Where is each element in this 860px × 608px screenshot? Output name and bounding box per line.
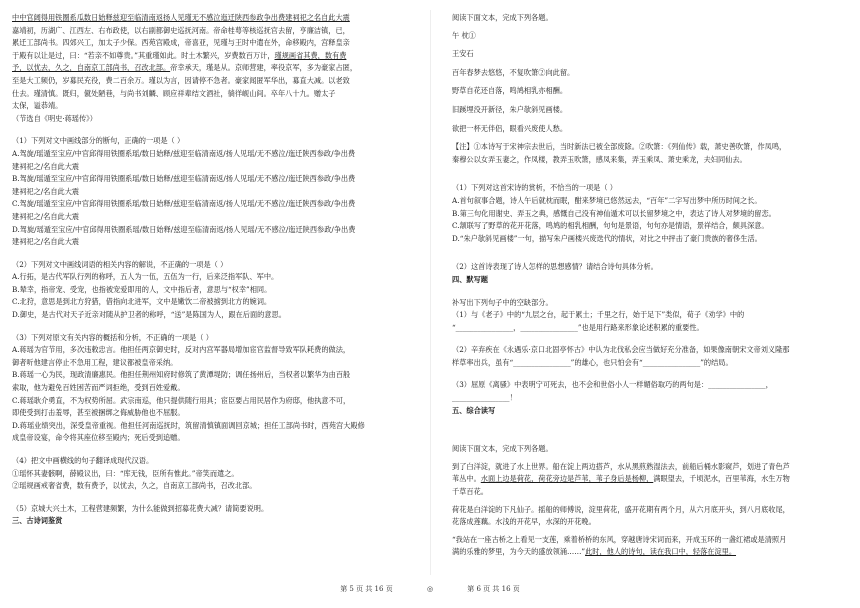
option-a: A.蒋瑶为官节用，多次违敕忠言。他担任两京御史时，反对内宫军器局增加宦官监督导致军队耗费的做法，: [12, 345, 351, 355]
footer-separator: ◎: [426, 585, 434, 593]
fill-intro: 补写出下列句子中的空缺部分。: [452, 297, 553, 307]
fill-item-1: （1）与《老子》中的“九层之台，起于累土；千里之行，始于足下”类似，荀子《劝学》中的: [452, 310, 745, 320]
essay-line: “我站在一座古桥之上看见一支莲，乘着桥桥的东风，穿越唐诗宋词而来，开成玉环的一盏红裙或是清照月: [452, 534, 787, 544]
question-4-stem: （4）把文中画横线的句子翻译成现代汉语。: [12, 456, 154, 465]
option-c-cont: 建祠祀之/名自此大震: [12, 211, 80, 221]
passage-line: 予，以忧去，久之，自南京工部尚书，召改北部。帝幸承天，瑾是从。京师营建，率役京军，多为豪家占匿，: [12, 63, 358, 73]
essay-line: 满的乐雅的梦里，为今天的盛放领涌……”此时，他人的诗句，读在我口中，轻落在淀里。: [452, 547, 737, 557]
option-b: B.驾旋/瑶遁至宝应/中官邱得用铁圈系瑶/数日始释/兹迎至临清南返/扬人见瑶/无不感泣/迤迁陕西参政/争出费: [12, 174, 356, 184]
essay-line: 花落成莲藕。水浅的开花早，水深的开花晚。: [452, 517, 596, 527]
option-a: A.行拓，是古代军队行列的称呼，五人为一伍，五伍为一行，后来泛指军队、军中。: [12, 272, 279, 282]
passage-line: 嘉靖初，历湖广、江西左、右布政使，以右副都御史巡抚河南。帝命桂萼等核巡抚官去留，亨廉洁镇，已，: [12, 25, 350, 35]
passage-line: 累迁工部尚书。四郊兴工，加太子少保。西苑宫殿成，帝喜亚，见瑾与王时中遣在外，命移殿内，宫释皇亲: [12, 38, 350, 48]
fill-item-3-blanks: ________________！: [452, 393, 517, 403]
poem-line: 欲把一杯无伴侣，眼看兴废使人愁。: [452, 123, 568, 133]
passage-line: 太保，谥恭靖。: [12, 101, 63, 111]
reading-intro: 阅读下面文本，完成下列各题。: [452, 13, 553, 22]
underlined-sentence: 予，以忧去，久之，自南京工部尚书，召改北部。: [12, 63, 171, 73]
essay-line: 荷花是白洋淀的下凡仙子。摇船的师傅说，淀里荷花，盛开花期有两个月，从六月底开头，到八月底收尾，: [452, 504, 790, 514]
option-d: D.驾旋/瑶遁至宝应/中官邱得用铁圈系瑶/数日始释/兹迎至临清南返/扬人见瑶/无不感泣/迤迁陕西参政/争出费: [12, 224, 356, 234]
essay-line: 千草百花。: [452, 487, 488, 497]
poem-note: 【注】①本诗写于宋神宗去世后，当时新法已被全部废除。②吹箫：《列仙传》载，萧史善吹箫，作凤鸣，: [452, 142, 787, 152]
question-2-stem: （2）下列对文中画线词语的相关内容的解说，不正确的一项是（ ）: [12, 259, 228, 269]
option-a: A.首句叙事合题，诗人午后就枕而眠，酣来梦境已悠然远去，“百年”二字写出梦中所历时间之长。: [452, 195, 762, 205]
essay-line: 到了白洋淀，就进了水上世界。船在淀上两边搭芦，水从黑煎熟湿法去，前船后桶水影窥芦，划进了青色芦: [452, 461, 790, 471]
passage-line: 至是大工频仍，岁募民充役，费二百余万。瑾以为言，因请停不急者。豪家闻匿军华出，募直大减。以老致: [12, 75, 350, 85]
passage-paragraph: [12, 12, 407, 25]
reading-intro: 阅读下面文本，完成下列各题。: [452, 444, 553, 454]
option-c: C.北狩，意思是到北方狩猎，借指向北进军，文中是嫩饮二帝被掳到北方的婉词。: [12, 297, 272, 307]
passage-line: 仕去。瑾清慎。既归，僦处陋巷，与尚书刘麟、顾应祥辈结文酒社，徜徉岘山间。卒年八十九。赠太子: [12, 88, 336, 98]
fill-item-2: （2）辛弃疾在《永遇乐·京口北固亭怀古》中认为北伐私会应当做好充分准备，如果像南朝宋文帝刘义隆那: [452, 345, 790, 355]
underlined-sentence: 水面上边是荷花，荷花旁边是芦苇，苇子身后是杨柳，: [480, 474, 654, 484]
option-d: D.御史，是古代对天子近亲对随从护卫者的称呼，“送”是陈国为人，跟在后面的意思。: [12, 310, 286, 320]
poem-block: [452, 30, 847, 136]
page-footer: [0, 584, 860, 594]
question-1-stem: （1）下列对文中画线部分的断句，正确的一项是（ ）: [12, 136, 185, 146]
left-page-number: 第 5 页 共 16 页: [340, 585, 393, 593]
option-b: B.蒋瑶一心为民，现政清廉惠民。他担任荆州知府时修筑了黄潭堤防；调任扬州后，当权者以繁华为由百般: [12, 370, 351, 380]
option-d-cont: 建祠祀之/名自此大震: [12, 237, 80, 247]
fill-item-3: （3）屈原《离骚》中表明宁可死去，也不会和世俗小人一样媚俗取巧的两句是：________________，: [452, 380, 773, 390]
option-d: D.“朱户欹斜见画楼”一句，描写朱户画楼兴废迭代的情状，对比之中抨击了豪门贵族的奢侈生活。: [452, 233, 762, 243]
column-divider: [430, 10, 431, 575]
poem-line: 野草自花还自落，鸣鸠相乳亦相酬。: [452, 86, 568, 96]
translation-item-2: ②瑶规画戒奢省费，数有费予，以忧去，久之，自南京工部尚书，召改北部。: [12, 481, 257, 491]
essay-line: 苇丛中。水面上边是荷花，荷花旁边是芦苇，苇子身后是杨柳，满眼望去，千顷泥水，百里苇海，水生万物: [452, 474, 790, 484]
underlined-sentence: 此时，他人的诗句，读在我口中，轻落在淀里。: [585, 547, 737, 557]
question-5-stem: （5）京城大兴土木，工程营建频繁，为什么能做到招募花费大减？请简要说明。: [12, 503, 269, 513]
option-b: B.辇幸，指帝宠、受宠，也指被宠爱即用的人，文中指后者，意思与“权幸”相同。: [12, 284, 272, 294]
poem-line: 旧蹊埋没开新径，朱户欹斜见画楼。: [452, 104, 568, 114]
poem-question-2-stem: （2）这首诗表现了诗人怎样的思想感情？请结合诗句具体分析。: [452, 262, 658, 272]
option-c: C.颔联写了野草的花开花落，鸣鸠的相乳相酬，句句是景语，句句亦是情语，景祥结合，颇具深意。: [452, 221, 769, 231]
right-page-number: 第 6 页 共 16 页: [467, 585, 520, 593]
passage-line: 于殿有以让是过，曰：“若亲不如尊贵。”其重瑾如此。时土木繁兴，岁费数百万计，瑾规画省其费，数有费: [12, 50, 347, 60]
option-b-cont: 建祠祀之/名自此大震: [12, 186, 80, 196]
question-3-stem: （3）下列对原文有关内容的概括和分析，不正确的一项是（ ）: [12, 332, 213, 342]
option-d: D.蒋瑶业绩突出，深受皇帝重视。他担任河南巡抚时，筑留清慎镇面调回京城；担任工部尚书时，西苑宫大殿修: [12, 420, 365, 430]
underlined-sentence: 瑾规画省其费，数有费: [274, 50, 347, 60]
poem-note-cont: 秦穆公以女弄玉妻之，作凤楼，教弄玉吹箫，感凤来集，弄玉乘凤、萧史乘龙，夫妇同仙去。: [452, 154, 747, 164]
option-b-cont: 索取，他为避免百姓困苦而严词拒绝，受到百姓爱戴。: [12, 383, 185, 393]
translation-item-1: ①瑶怀其妻骸啊，薛殿议出，曰：“库无钱，臣所有惟此。”帝笑而遣之。: [12, 468, 239, 478]
section-heading: 五、综合读写: [452, 405, 496, 415]
left-column: [12, 12, 407, 528]
option-a-cont: 建祠祀之/名自此大震: [12, 161, 80, 171]
poem-question-1-stem: （1）下列对这首宋诗的赏析，不恰当的一项是（ ）: [452, 183, 617, 193]
fill-item-1-blanks: “________________，________________”也是用行路来形象论述积累的重要性。: [452, 322, 704, 332]
option-b: B.第三句化用谢史、弄玉之典，感慨自己没有神仙遁术可以长留梦境之中，表达了诗人对梦境的留恋。: [452, 208, 776, 218]
option-c: C.驾旋/瑶遁至宝应/中官邱得用铁圈系瑶/数日始释/兹迎至临清南返/扬人见瑶/无不感泣/迤迁陕西参政/争出费: [12, 199, 356, 209]
option-d-cont: 成皇帝设宴，命令将其座位移至殿内；死后受到追赠。: [12, 433, 185, 443]
poem-line: 百年春梦去悠悠，不复吹箫②向此留。: [452, 67, 575, 77]
section-heading: 三、古诗词鉴赏: [12, 516, 63, 526]
option-a: A.驾旋/瑶遁至宝应/中官邱得用铁圈系瑶/数日始释/兹迎至临清南返/扬人见瑶/无不感泣/迤迁陕西参政/争出费: [12, 148, 356, 158]
fill-item-2-blanks: 样草率出兵，虽有“________________”的雄心，也只怕会有“________________”的结局。: [452, 357, 733, 367]
poem-author: 王安石: [452, 49, 474, 59]
poem-title: 午 枕①: [452, 30, 476, 40]
option-c: C.蒋瑶耿介勇直，不为权势所屈。武宗南巡，他只提供随行用具；宦臣要占用民居作为府邸，他执意不可，: [12, 395, 351, 405]
section-heading: 四、默写题: [452, 274, 488, 284]
option-c-cont: 即使受到打击羞辱，甚至被捆绑之侮威胁他也不屈服。: [12, 408, 185, 418]
passage-source: （节选自《明史·蒋瑶传》）: [12, 113, 97, 123]
underlined-sentence: 中中官阔得用铁圈系瓜数日始释兹迎至临清南返扬人见瑾无不感泣迤迁陕西参政争出费建祠祀之名自此大震: [12, 13, 350, 22]
right-column: [452, 12, 847, 559]
option-a-cont: 御者听他建言停止不急用工程，建议都被皇帝采纳。: [12, 357, 178, 367]
